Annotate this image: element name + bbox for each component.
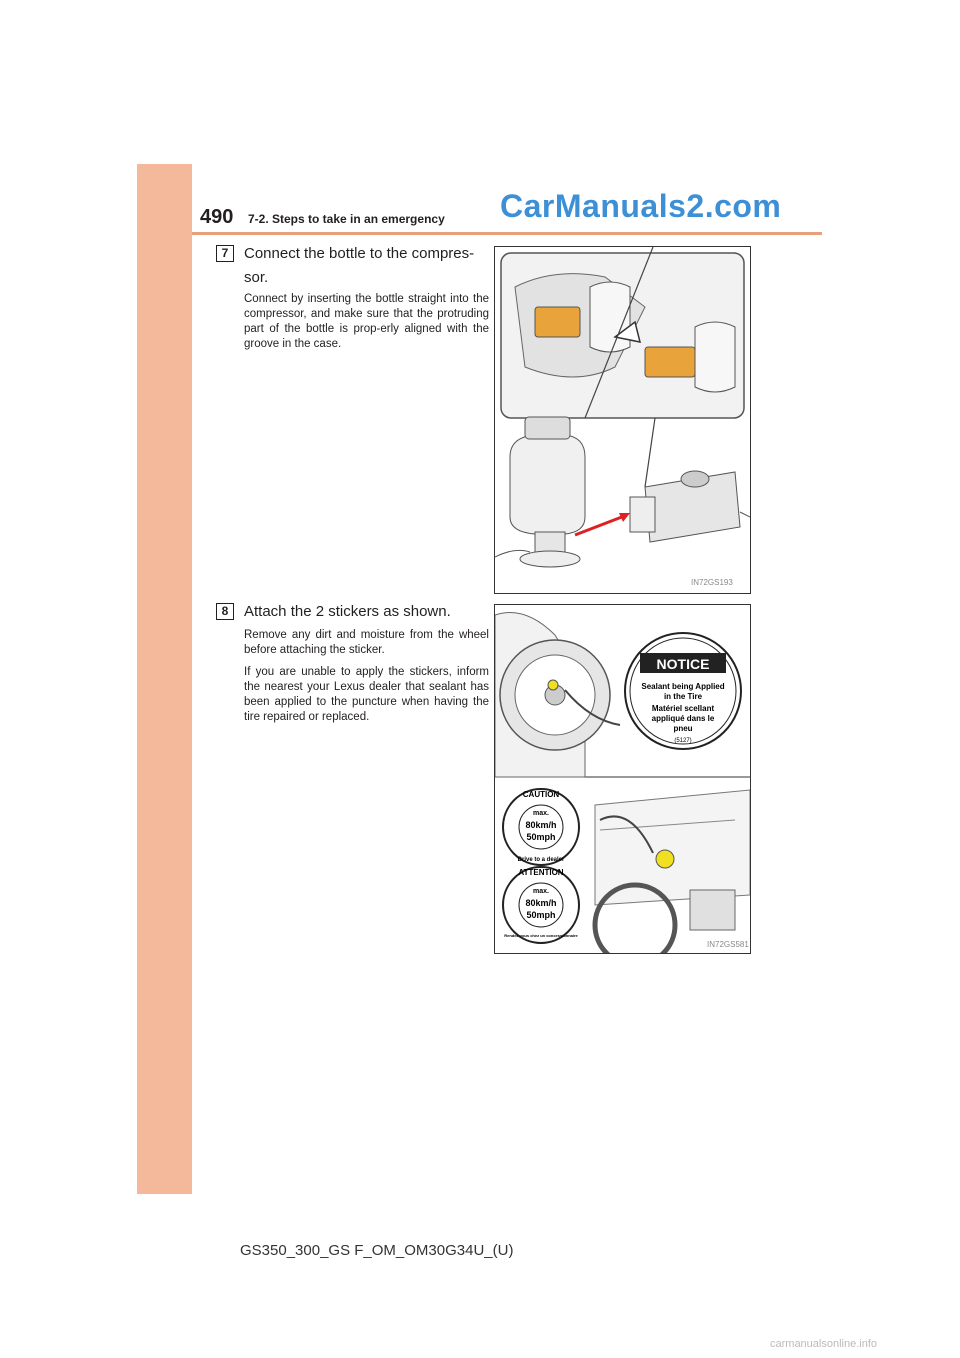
step-7-body	[244, 292, 489, 359]
caution-bottom: Drive to a dealer	[517, 857, 565, 863]
notice-line-4: appliqué dans le	[651, 714, 715, 723]
notice-code: (5127)	[674, 738, 692, 744]
notice-heading: NOTICE	[656, 656, 710, 672]
caution-mph: 50mph	[526, 832, 556, 842]
step-7-number: 7	[216, 245, 234, 262]
figure-code-7: IN72GS193	[691, 578, 733, 587]
stickers-illustration	[495, 605, 750, 953]
caution-kmh: 80km/h	[525, 820, 557, 830]
step-8-title: Attach the 2 stickers as shown.	[244, 603, 451, 620]
figure-stickers	[494, 604, 751, 954]
step-7-body-text: Connect by inserting the bottle straight into the compressor, and make sure that the protruding part of the bottle is prop-erly aligned with the groove in the case.	[244, 293, 489, 350]
caution-arc-text: CAUTION	[522, 790, 560, 799]
watermark-logo: CarManuals2.com	[500, 188, 782, 224]
page-number: 490	[200, 206, 234, 228]
header-rule	[192, 232, 822, 235]
footer-doc-code: GS350_300_GS F_OM_OM30G34U_(U)	[240, 1242, 514, 1259]
step-8-body	[244, 628, 489, 732]
bottle-compressor-illustration	[495, 247, 750, 593]
notice-line-5: pneu	[673, 724, 693, 733]
side-tab-band	[137, 164, 192, 1194]
figure-code-8: IN72GS581	[707, 940, 749, 949]
section-title: 7-2. Steps to take in an emergency	[248, 212, 445, 226]
attention-mph: 50mph	[526, 910, 556, 920]
step-8-body-text-1: Remove any dirt and moisture from the wheel before attaching the sticker.	[244, 629, 489, 656]
step-8-number: 8	[216, 603, 234, 620]
step-7-title: Connect the bottle to the compres-sor.	[244, 245, 475, 286]
caution-max: max.	[533, 810, 549, 817]
attention-max: max.	[533, 888, 549, 895]
attention-arc-text: ATTENTION	[518, 868, 564, 877]
attention-bottom: Rendez-vous chez un concessionnaire	[504, 933, 578, 938]
attention-kmh: 80km/h	[525, 898, 557, 908]
footer-site-watermark: carmanualsonline.info	[770, 1338, 878, 1350]
notice-line-1: Sealant being Applied	[641, 682, 725, 691]
figure-bottle-compressor	[494, 246, 751, 594]
notice-line-2: in the Tire	[663, 692, 703, 701]
notice-line-3: Matériel scellant	[651, 704, 715, 713]
step-8-body-text-2: If you are unable to apply the stickers, inform the nearest your Lexus dealer that sealant has been applied to the puncture when having the tire repaired or replaced.	[244, 666, 489, 723]
